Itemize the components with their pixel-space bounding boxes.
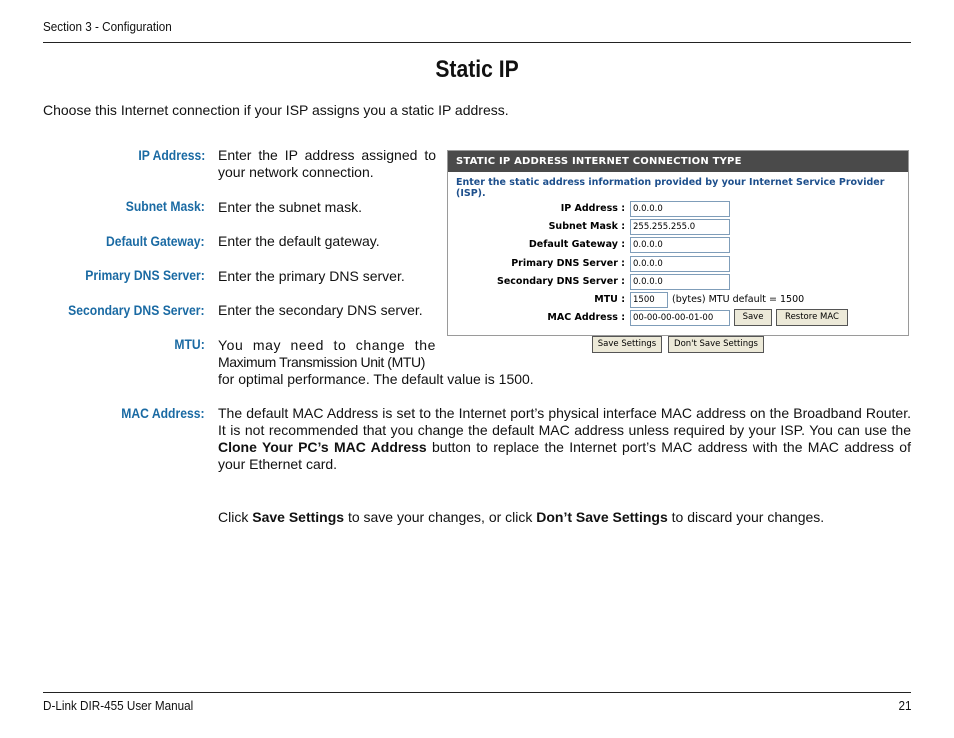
bold-text: Save Settings <box>252 509 345 525</box>
desc-line: Enter the IP address assigned to <box>218 147 436 163</box>
subnet-mask-row <box>448 219 908 235</box>
ip-address-row <box>448 201 908 217</box>
default-gateway-label: Default Gateway : <box>528 239 625 250</box>
default-gateway-input[interactable]: 0.0.0.0 <box>630 237 730 253</box>
label-subnet-mask: Subnet Mask: <box>126 199 205 214</box>
desc-text: The default MAC Address is set to the Internet port’s physical interface MAC address on the Broadband Router. It is not recommended that you change the default MAC address unless required by your ISP. You can use the <box>218 405 911 438</box>
desc-ip-address <box>218 147 436 181</box>
desc-line: for optimal performance. The default value is 1500. <box>218 371 534 387</box>
page-number: 21 <box>897 698 911 713</box>
desc-secondary-dns: Enter the secondary DNS server. <box>218 302 423 318</box>
default-gateway-row <box>448 237 908 253</box>
panel-heading: STATIC IP ADDRESS INTERNET CONNECTION TYPE <box>448 151 908 172</box>
desc-primary-dns: Enter the primary DNS server. <box>218 268 405 284</box>
desc-default-gateway: Enter the default gateway. <box>218 233 380 249</box>
save-settings-button[interactable]: Save Settings <box>592 336 662 353</box>
mtu-input[interactable]: 1500 <box>630 292 668 308</box>
subnet-mask-label: Subnet Mask : <box>548 221 625 232</box>
primary-dns-input[interactable]: 0.0.0.0 <box>630 256 730 272</box>
text: to discard your changes. <box>667 509 825 525</box>
header-rule <box>43 42 911 43</box>
text: to save your changes, or click <box>344 509 537 525</box>
text: Click <box>218 509 253 525</box>
secondary-dns-row <box>448 274 908 290</box>
bold-text: Don’t Save Settings <box>536 509 668 525</box>
desc-line: Maximum Transmission Unit (MTU) <box>218 354 425 370</box>
intro-text: Choose this Internet connection if your ISP assigns you a static IP address. <box>43 102 509 118</box>
subnet-mask-input[interactable]: 255.255.255.0 <box>630 219 730 235</box>
desc-line: your network connection. <box>218 164 374 180</box>
desc-mac-address <box>218 405 911 473</box>
ip-address-label: IP Address : <box>560 203 625 214</box>
restore-mac-button[interactable]: Restore MAC <box>776 309 848 326</box>
desc-subnet-mask: Enter the subnet mask. <box>218 199 362 215</box>
mtu-note: (bytes) MTU default = 1500 <box>672 294 805 305</box>
label-mac-address: MAC Address: <box>121 406 205 421</box>
panel-subheading: Enter the static address information provided by your Internet Service Provider (ISP). <box>456 177 885 199</box>
label-mtu: MTU: <box>174 337 205 352</box>
footer-rule <box>43 692 911 693</box>
mac-address-label: MAC Address : <box>547 312 625 323</box>
mtu-row <box>448 292 908 308</box>
mac-save-button[interactable]: Save <box>734 309 772 326</box>
static-ip-panel <box>447 150 909 336</box>
label-ip-address: IP Address: <box>138 148 205 163</box>
desc-mtu <box>218 337 534 388</box>
label-default-gateway: Default Gateway: <box>106 234 205 249</box>
label-primary-dns: Primary DNS Server: <box>85 268 205 283</box>
save-instructions <box>218 509 824 526</box>
mac-address-input[interactable]: 00-00-00-00-01-00 <box>630 310 730 326</box>
secondary-dns-label: Secondary DNS Server : <box>497 276 625 287</box>
mtu-label: MTU : <box>594 294 625 305</box>
ip-address-input[interactable]: 0.0.0.0 <box>630 201 730 217</box>
primary-dns-label: Primary DNS Server : <box>511 258 625 269</box>
secondary-dns-input[interactable]: 0.0.0.0 <box>630 274 730 290</box>
desc-bold: Clone Your PC’s MAC Address <box>218 439 427 455</box>
page-title: Static IP <box>435 56 519 83</box>
desc-text: button to replace the Internet port’s MAC address with the MAC address of your Ethernet card. <box>218 439 911 472</box>
primary-dns-row <box>448 256 908 272</box>
dont-save-settings-button[interactable]: Don't Save Settings <box>668 336 764 353</box>
label-secondary-dns: Secondary DNS Server: <box>68 303 205 318</box>
section-header: Section 3 - Configuration <box>43 19 172 34</box>
mac-address-row <box>448 310 908 326</box>
desc-line: You may need to change the <box>218 337 436 353</box>
footer-manual-title: D-Link DIR-455 User Manual <box>43 698 194 713</box>
